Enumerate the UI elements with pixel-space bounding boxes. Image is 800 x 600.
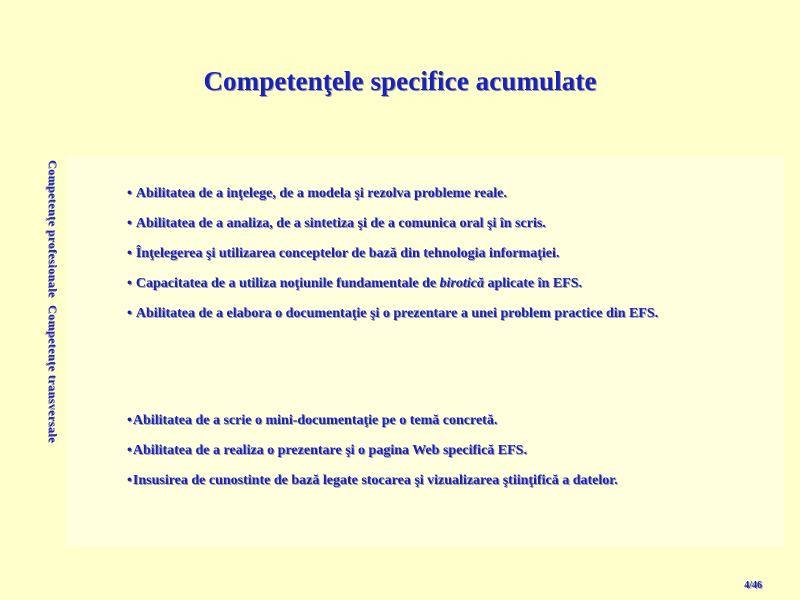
page-number: 4/46: [744, 580, 762, 591]
competency-text: Abilitatea de a scrie o mini-documentaţie pe o temă concretă.: [132, 413, 498, 428]
bullet-icon: •: [127, 216, 132, 231]
bullet-icon: •: [127, 186, 132, 201]
bullet-icon: •: [127, 306, 132, 321]
competency-emphasis: birotică: [439, 276, 484, 291]
side-label: [42, 160, 60, 546]
competency-text: Abilitatea de a analiza, de a sintetiza şi de a comunica oral şi în scris.: [135, 216, 546, 231]
bullet-icon: •: [127, 246, 132, 261]
list-item: [127, 304, 658, 334]
list-item: [127, 471, 618, 501]
slide-title: Competenţele specifice acumulate: [203, 66, 597, 96]
list-item: [127, 441, 618, 471]
list-item: [127, 411, 618, 441]
competency-text: Abilitatea de a realiza o prezentare şi o pagina Web specifică EFS.: [132, 443, 527, 458]
competency-text: Înţelegerea şi utilizarea conceptelor de bază din tehnologia informaţiei.: [135, 246, 560, 261]
list-item: [127, 244, 658, 274]
side-label-professional: Competenţe profesionale: [46, 160, 60, 298]
bullet-icon: •: [127, 276, 132, 291]
competency-text: Abilitatea de a elabora o documentaţie şi o prezentare a unei problem practice din EFS.: [135, 306, 659, 321]
bullet-icon: •: [127, 473, 132, 488]
competency-text-before: Capacitatea de a utiliza noţiunile fundamentale de: [135, 276, 440, 291]
side-label-transversal: Competenţe transversale: [46, 304, 60, 443]
competency-text: Insusirea de cunostinte de bază legate stocarea şi vizualizarea ştiinţifică a datelor.: [132, 473, 618, 488]
competency-text-after: aplicate în EFS.: [483, 276, 582, 291]
bullet-icon: •: [127, 413, 132, 428]
list-item: [127, 274, 658, 304]
transversal-competencies-list: [127, 411, 618, 501]
list-item: [127, 184, 658, 214]
bullet-icon: •: [127, 443, 132, 458]
professional-competencies-list: [127, 184, 658, 334]
list-item: [127, 214, 658, 244]
competency-text: Abilitatea de a inţelege, de a modela şi rezolva probleme reale.: [135, 186, 507, 201]
